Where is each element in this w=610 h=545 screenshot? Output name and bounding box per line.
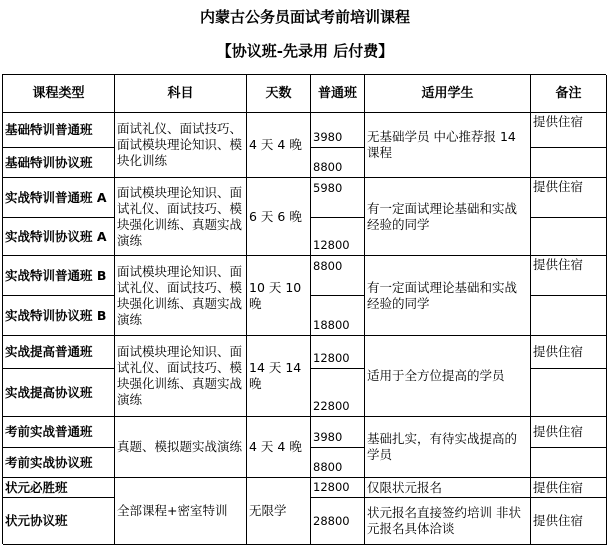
days-cell: 10 天 10 晚 (247, 256, 311, 336)
days-cell: 4 天 4 晚 (247, 417, 311, 478)
course-name: 实战特训普通班 A (3, 178, 115, 218)
header-subject: 科目 (115, 75, 247, 113)
price-cell: 18800 (311, 296, 365, 336)
course-name: 基础特训协议班 (3, 148, 115, 178)
students-cell: 无基础学员 中心推荐报 14 课程 (365, 113, 531, 178)
students-cell: 有一定面试理论基础和实战经验的同学 (365, 178, 531, 256)
note-cell: 提供住宿 (531, 417, 607, 448)
course-name: 状元协议班 (3, 498, 115, 545)
days-cell: 6 天 6 晚 (247, 178, 311, 256)
price-cell: 12800 (311, 478, 365, 498)
header-price: 普通班 (311, 75, 365, 113)
course-name: 基础特训普通班 (3, 113, 115, 148)
price-cell: 12800 (311, 218, 365, 256)
note-cell: 提供住宿 (531, 113, 607, 148)
subject-cell: 面试模块理论知识、面试礼仪、面试技巧、模块强化训练、真题实战演练 (115, 178, 247, 256)
price-cell: 28800 (311, 498, 365, 545)
note-cell (531, 448, 607, 478)
note-cell (531, 218, 607, 256)
header-days: 天数 (247, 75, 311, 113)
note-cell (531, 296, 607, 336)
subject-cell: 面试模块理论知识、面试礼仪、面试技巧、模块强化训练、真题实战演练 (115, 256, 247, 336)
course-name: 实战提高协议班 (3, 369, 115, 417)
note-cell: 提供住宿 (531, 336, 607, 369)
course-name: 状元必胜班 (3, 478, 115, 498)
price-cell: 3980 (311, 417, 365, 448)
price-cell: 8800 (311, 256, 365, 296)
days-cell: 4 天 4 晚 (247, 113, 311, 178)
course-name: 考前实战普通班 (3, 417, 115, 448)
course-name: 考前实战协议班 (3, 448, 115, 478)
note-cell: 提供住宿 (531, 256, 607, 296)
course-name: 实战提高普通班 (3, 336, 115, 369)
days-cell: 无限学 (247, 478, 311, 545)
note-cell (531, 148, 607, 178)
price-cell: 8800 (311, 448, 365, 478)
course-name: 实战特训协议班 B (3, 296, 115, 336)
course-table (2, 74, 606, 544)
note-cell: 提供住宿 (531, 178, 607, 218)
note-cell (531, 369, 607, 417)
subject-cell: 面试模块理论知识、面试礼仪、面试技巧、模块强化训练、真题实战演练 (115, 336, 247, 417)
header-notes: 备注 (531, 75, 607, 113)
students-cell: 有一定面试理论基础和实战经验的同学 (365, 256, 531, 336)
days-cell: 14 天 14 晚 (247, 336, 311, 417)
students-cell: 仅限状元报名 (365, 478, 531, 498)
subject-cell: 真题、模拟题实战演练 (115, 417, 247, 478)
students-cell: 状元报名直接签约培训 非状元报名具体洽谈 (365, 498, 531, 545)
note-cell: 提供住宿 (531, 498, 607, 545)
price-cell: 12800 (311, 336, 365, 369)
header-students: 适用学生 (365, 75, 531, 113)
page-title: 内蒙古公务员面试考前培训课程 (199, 8, 410, 26)
course-name: 实战特训普通班 B (3, 256, 115, 296)
subject-cell: 全部课程+密室特训 (115, 478, 247, 545)
note-cell: 提供住宿 (531, 478, 607, 498)
price-cell: 8800 (311, 148, 365, 178)
price-cell: 5980 (311, 178, 365, 218)
price-cell: 3980 (311, 113, 365, 148)
subject-cell: 面试礼仪、面试技巧、面试模块理论知识、模块化训练 (115, 113, 247, 178)
students-cell: 基础扎实，有待实战提高的学员 (365, 417, 531, 478)
header-course-type: 课程类型 (3, 75, 115, 113)
students-cell: 适用于全方位提高的学员 (365, 336, 531, 417)
course-name: 实战特训协议班 A (3, 218, 115, 256)
page-subtitle: 【协议班-先录用 后付费】 (216, 42, 394, 60)
price-cell: 22800 (311, 369, 365, 417)
